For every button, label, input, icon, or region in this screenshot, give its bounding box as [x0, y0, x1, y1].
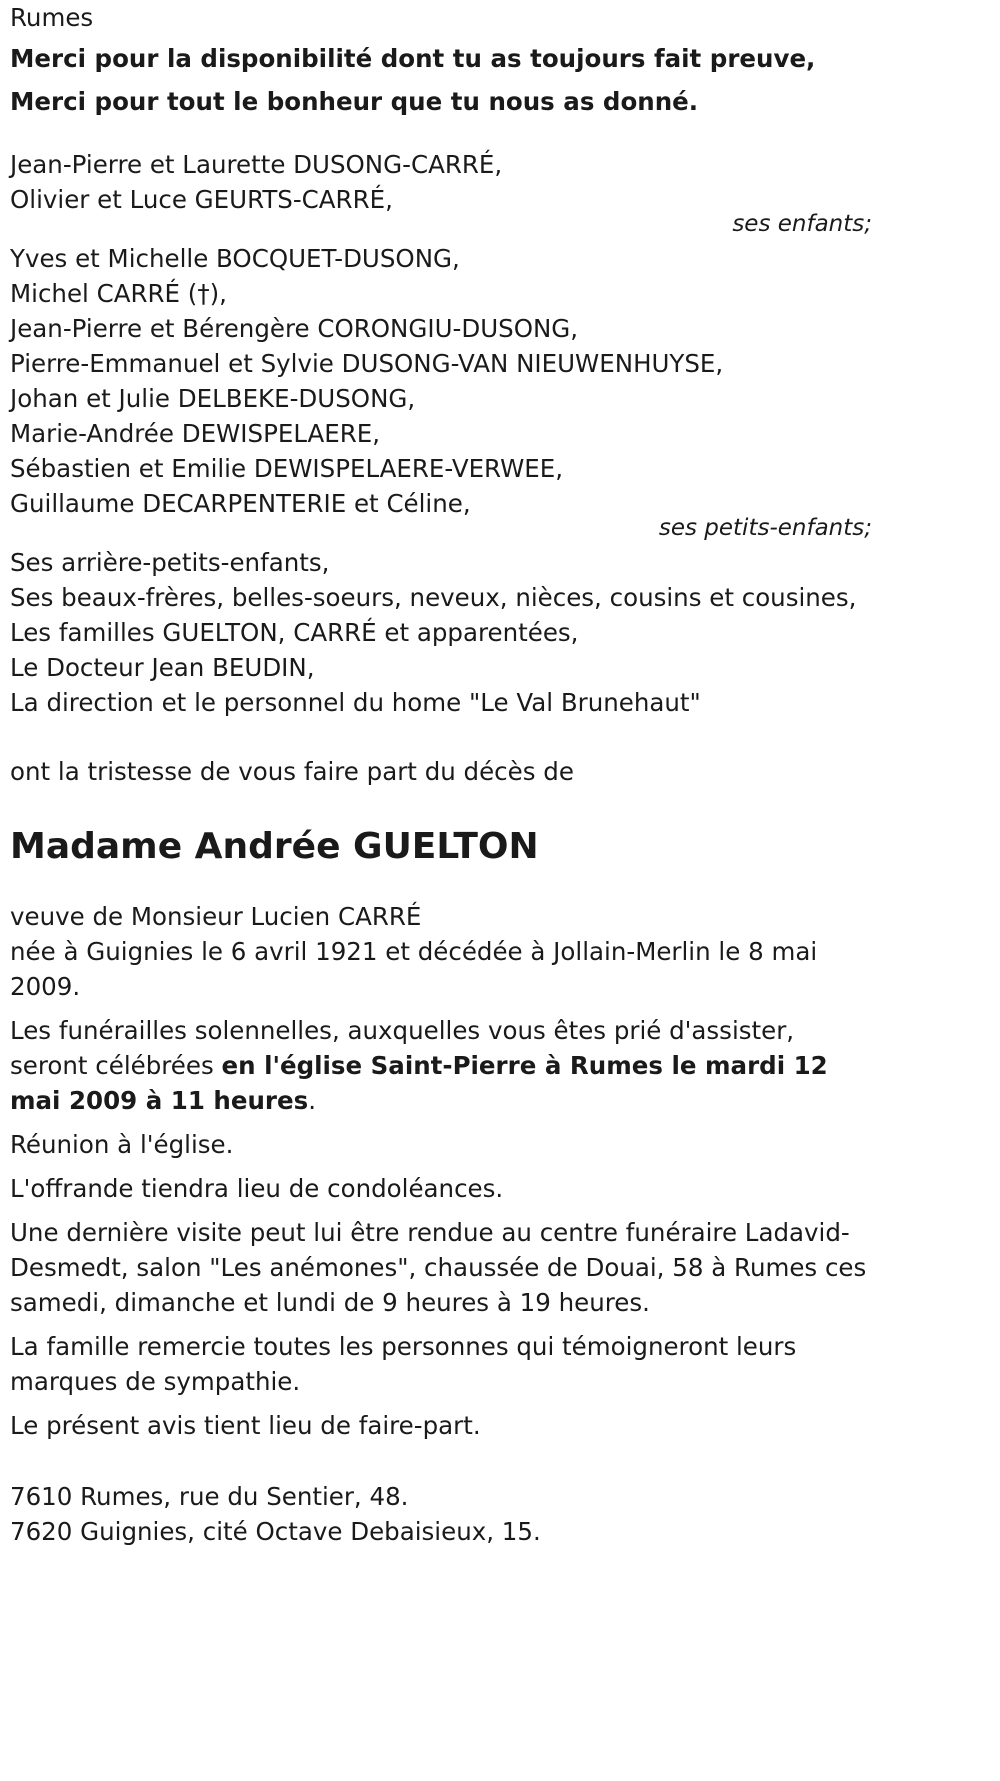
- child-name: Olivier et Luce GEURTS-CARRÉ,: [10, 185, 393, 214]
- grandchild-name: Michel CARRÉ (†),: [10, 279, 227, 308]
- addresses-block: [10, 1479, 872, 1549]
- child-name: Jean-Pierre et Laurette DUSONG-CARRÉ,: [10, 150, 503, 179]
- mourner-line: La direction et le personnel du home "Le Val Brunehaut": [10, 688, 701, 717]
- grandchildren-relation: ses petits-enfants;: [658, 515, 872, 541]
- mourner-line: Ses beaux-frères, belles-soeurs, neveux, nièces, cousins et cousines,: [10, 583, 857, 612]
- grandchild-name: Johan et Julie DELBEKE-DUSONG,: [10, 384, 416, 413]
- birth-death-line: née à Guignies le 6 avril 1921 et décédée à Jollain-Merlin le 8 mai 2009.: [10, 937, 818, 1001]
- deceased-name: Madame Andrée GUELTON: [10, 826, 539, 867]
- notice-line: Le présent avis tient lieu de faire-part.: [10, 1411, 481, 1440]
- children-relation: ses enfants;: [732, 211, 872, 237]
- other-mourners-block: [10, 545, 872, 720]
- grandchild-name: Marie-Andrée DEWISPELAERE,: [10, 419, 381, 448]
- widow-of-line: veuve de Monsieur Lucien CARRÉ: [10, 902, 422, 931]
- visit-paragraph: Une dernière visite peut lui être rendue au centre funéraire Ladavid-Desmedt, salon "Les anémones", chaussée de Douai, 58 à Rumes ces samedi, dimanche et lundi de 9 heures à 19 heures.: [10, 1218, 867, 1317]
- funeral-details: en l'église Saint-Pierre à Rumes le mardi 12 mai 2009 à 11 heures: [10, 1051, 828, 1115]
- grandchild-name: Yves et Michelle BOCQUET-DUSONG,: [10, 244, 460, 273]
- funeral-end: .: [308, 1086, 316, 1115]
- grandchild-name: Pierre-Emmanuel et Sylvie DUSONG-VAN NIEUWENHUYSE,: [10, 349, 724, 378]
- meeting-line: Réunion à l'église.: [10, 1130, 234, 1159]
- grandchildren-block: [10, 241, 872, 543]
- announcement-line: ont la tristesse de vous faire part du décès de: [10, 757, 574, 786]
- mourner-line: Ses arrière-petits-enfants,: [10, 548, 330, 577]
- address-line: 7620 Guignies, cité Octave Debaisieux, 15.: [10, 1517, 541, 1546]
- motto-line-1: Merci pour la disponibilité dont tu as toujours fait preuve,: [10, 44, 816, 73]
- offering-line: L'offrande tiendra lieu de condoléances.: [10, 1174, 504, 1203]
- grandchild-name: Jean-Pierre et Bérengère CORONGIU-DUSONG,: [10, 314, 579, 343]
- grandchild-name: Sébastien et Emilie DEWISPELAERE-VERWEE,: [10, 454, 564, 483]
- motto-line-2: Merci pour tout le bonheur que tu nous as donné.: [10, 87, 699, 116]
- children-block: [10, 147, 872, 239]
- obituary-notice: [10, 0, 872, 1549]
- mourner-line: Le Docteur Jean BEUDIN,: [10, 653, 315, 682]
- address-line: 7610 Rumes, rue du Sentier, 48.: [10, 1482, 409, 1511]
- mourner-line: Les familles GUELTON, CARRÉ et apparentées,: [10, 618, 579, 647]
- grandchild-name: Guillaume DECARPENTERIE et Céline,: [10, 489, 471, 518]
- thanks-paragraph: La famille remercie toutes les personnes qui témoigneront leurs marques de sympathie.: [10, 1332, 797, 1396]
- funeral-paragraph: [10, 1013, 872, 1118]
- place-line: Rumes: [10, 3, 94, 32]
- funeral-intro: Les funérailles solennelles, auxquelles vous êtes prié d'assister, seront célébrées: [10, 1016, 795, 1080]
